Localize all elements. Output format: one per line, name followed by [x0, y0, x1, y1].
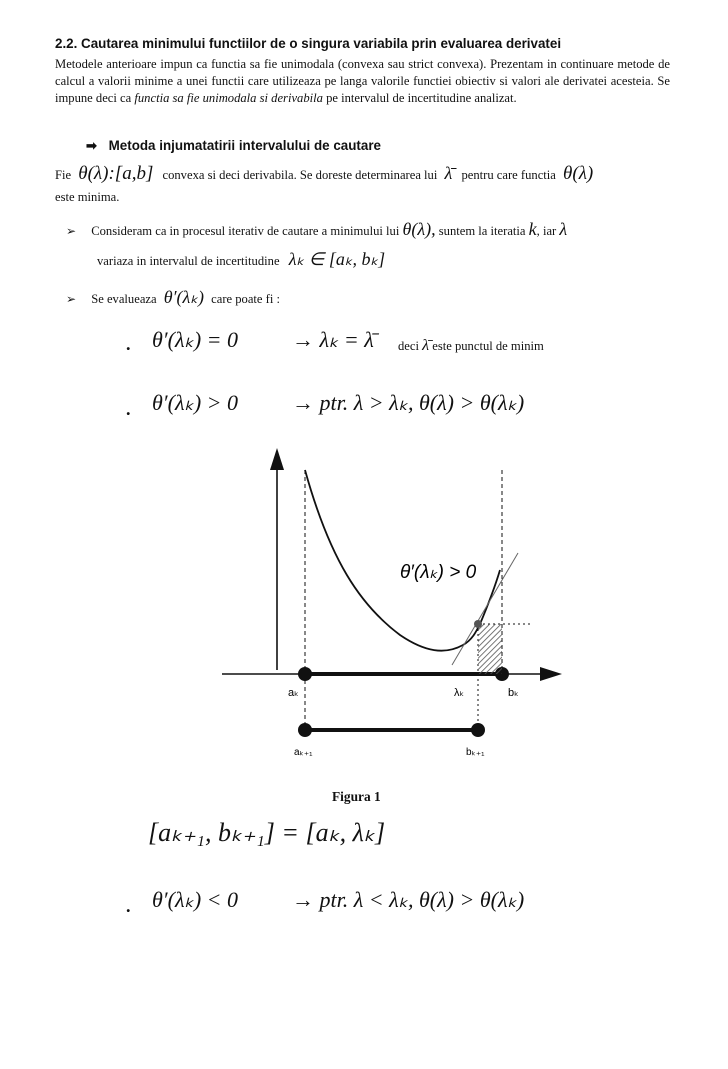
bullet-1 — [66, 219, 567, 240]
intro-text-2: pe intervalul de incertitudine analizat. — [322, 91, 517, 105]
a-k1-label: aₖ₊₁ — [294, 747, 313, 758]
fie-rest: convexa si deci derivabila. Se doreste determinarea lui — [162, 168, 438, 182]
fie-theta: θ(λ) — [563, 163, 594, 184]
bullet-1-k: k — [528, 219, 537, 239]
bullet-2-text-2: care poate fi : — [211, 292, 281, 306]
arrow-right-icon: ➡ — [86, 138, 97, 153]
triangle-bullet-icon: ➢ — [66, 224, 77, 238]
bullet-1-interval: λₖ ∈ [aₖ, bₖ] — [288, 249, 386, 269]
case-2-rhs: → ptr. λ > λₖ, θ(λ) > θ(λₖ) — [292, 390, 525, 415]
x-axis-arrow — [540, 667, 562, 681]
bullet-dot: . — [126, 896, 131, 916]
case-3-lhs: θ′(λₖ) < 0 — [152, 887, 239, 912]
b-k1-point — [471, 723, 485, 737]
lambda-k-point — [474, 620, 482, 628]
result-equation: [aₖ₊₁, bₖ₊₁] = [aₖ, λₖ] — [148, 818, 386, 847]
bullet-1-theta: θ(λ), — [402, 219, 436, 239]
intro-emphasis: functia sa fie unimodala si derivabila — [134, 91, 323, 105]
hatched-region — [478, 624, 502, 674]
bullet-1-text: Consideram ca in procesul iterativ de cautare a minimului lui — [91, 224, 400, 238]
method-title: Metoda injumatatirii intervalului de cautare — [108, 138, 381, 153]
function-curve — [305, 470, 500, 651]
bullet-2-text: Se evalueaza — [91, 292, 157, 306]
y-axis-arrow — [270, 448, 284, 470]
figure-caption: Figura 1 — [332, 789, 381, 804]
intro-text-1: Metodele anterioare impun ca functia sa fie unimodala (convexa sau strict convexa). Prezentam in continuare metode de calcul a valorii minime a unei functii care utilizeaza pe langa valorile functiei obiectiv si valori ale derivatei acesteia. Se impune deci ca — [55, 57, 670, 105]
bullet-1-mid: suntem la iteratia — [438, 224, 526, 238]
bullet-2-expr: θ′(λₖ) — [163, 287, 204, 307]
case-1-note-post: este punctul de minim — [432, 339, 544, 353]
bullet-2 — [66, 287, 280, 308]
method-heading — [86, 138, 381, 154]
bullet-dot: . — [126, 334, 131, 354]
a-k-label: aₖ — [288, 687, 299, 699]
fie-last: este minima. — [55, 190, 120, 204]
b-k1-label: bₖ₊₁ — [466, 747, 485, 758]
fie-signature: θ(λ):[a,b] — [78, 163, 154, 184]
section-title: 2.2. Cautarea minimului functiilor de o singura variabila prin evaluarea derivatei — [55, 36, 562, 51]
fie-line — [55, 163, 593, 185]
case-2-lhs: θ′(λₖ) > 0 — [152, 390, 239, 415]
case-1-note-pre: deci — [398, 339, 419, 353]
lambda-k-label: λₖ — [454, 687, 465, 699]
case-1-note-lambda: λ̄ — [422, 337, 430, 354]
bullet-1-text-2: variaza in intervalul de incertitudine — [97, 254, 280, 268]
bullet-dot: . — [126, 399, 131, 419]
bullet-1-line2 — [97, 249, 385, 270]
case-1-rhs: → λₖ = λ̄ — [292, 327, 374, 352]
triangle-bullet-icon: ➢ — [66, 292, 77, 306]
intro-paragraph — [55, 56, 670, 107]
fie-lambda-bar: λ̄ — [444, 163, 453, 183]
figure-1 — [0, 440, 728, 780]
fie-rest2: pentru care functia — [461, 168, 556, 182]
b-k-label: bₖ — [508, 687, 519, 699]
a-k1-point — [298, 723, 312, 737]
case-3-rhs: → ptr. λ < λₖ, θ(λ) > θ(λₖ) — [292, 887, 525, 912]
case-1-note — [398, 337, 544, 355]
derivative-label: θ′(λₖ) > 0 — [400, 562, 477, 583]
fie-word: Fie — [55, 168, 72, 182]
bullet-1-lambda: λ — [559, 219, 568, 239]
bullet-1-iar: , iar — [536, 224, 557, 238]
case-1-lhs: θ′(λₖ) = 0 — [152, 327, 239, 352]
